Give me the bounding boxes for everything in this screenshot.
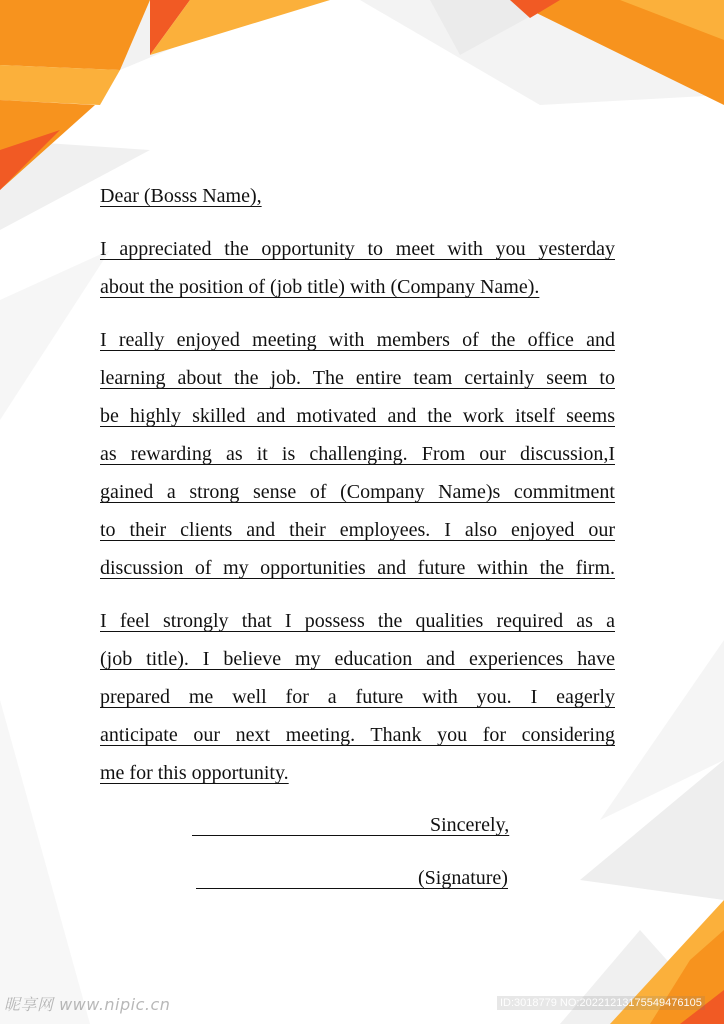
- paragraph-3-line: (job title). I believe my education and experiences have: [100, 648, 615, 670]
- salutation: Dear (Bosss Name),: [100, 185, 262, 207]
- paragraph-3-line: anticipate our next meeting. Thank you for considering: [100, 724, 615, 746]
- paragraph-2-line: discussion of my opportunities and future within the firm.: [100, 557, 615, 579]
- paragraph-2-line: as rewarding as it is challenging. From our discussion,I: [100, 443, 615, 465]
- paragraph-2-line: to their clients and their employees. I also enjoyed our: [100, 519, 615, 541]
- paragraph-3-line: I feel strongly that I possess the qualities required as a: [100, 610, 615, 632]
- paragraph-2-line: I really enjoyed meeting with members of the office and: [100, 329, 615, 351]
- closing: Sincerely,: [430, 814, 510, 836]
- watermark-id: ID:3018779 NO:20221213175549476105: [497, 996, 705, 1010]
- paragraph-2-line: be highly skilled and motivated and the work itself seems: [100, 405, 615, 427]
- paragraph-1-line: I appreciated the opportunity to meet with you yesterday: [100, 238, 615, 260]
- paragraph-1-line: about the position of (job title) with (Company Name).: [100, 276, 540, 298]
- signature: (Signature): [418, 867, 508, 889]
- paragraph-3-line: prepared me well for a future with you. I eagerly: [100, 686, 615, 708]
- paragraph-2-line: learning about the job. The entire team certainly seem to: [100, 367, 615, 389]
- signature-blank-line: [196, 868, 418, 889]
- signature-row: [196, 866, 508, 890]
- paragraph-3-line: me for this opportunity.: [100, 762, 289, 784]
- closing-blank-line: [192, 815, 430, 836]
- watermark-site: 昵享网 www.nipic.cn: [4, 995, 171, 1014]
- paragraph-2-line: gained a strong sense of (Company Name)s commitment: [100, 481, 615, 503]
- closing-row: [192, 813, 509, 837]
